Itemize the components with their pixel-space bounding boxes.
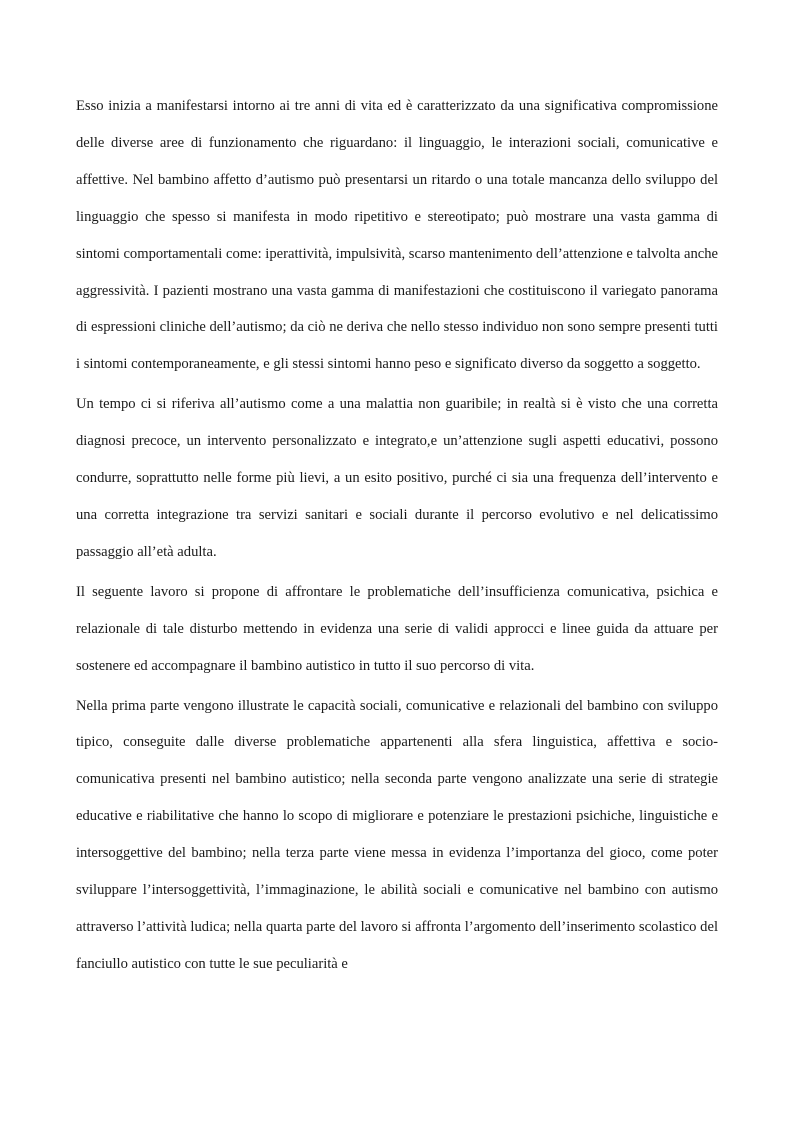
paragraph-1: Esso inizia a manifestarsi intorno ai tre anni di vita ed è caratterizzato da una significativa compromissione delle diverse aree di funzionamento che riguardano: il linguaggio, le interazioni sociali, comunicative e affettive. Nel bambino affetto d’autismo può presentarsi un ritardo o una totale mancanza dello sviluppo del linguaggio che spesso si manifesta in modo ripetitivo e stereotipato; può mostrare una vasta gamma di sintomi comportamentali come: iperattività, impulsività, scarso mantenimento dell’attenzione e talvolta anche aggressività. I pazienti mostrano una vasta gamma di manifestazioni che costituiscono il variegato panorama di espressioni cliniche dell’autismo; da ciò ne deriva che nello stesso individuo non sono sempre presenti tutti i sintomi contemporaneamente, e gli stessi sintomi hanno peso e significato diverso da soggetto a soggetto. xyxy=(76,98,718,373)
paragraph-2: Un tempo ci si riferiva all’autismo come a una malattia non guaribile; in realtà si è visto che una corretta diagnosi precoce, un intervento personalizzato e integrato,e un’attenzione sugli aspetti educativi, possono condurre, soprattutto nelle forme più lievi, a un esito positivo, purché ci sia una frequenza dell’intervento e una corretta integrazione tra servizi sanitari e sociali durante il percorso evolutivo e nel delicatissimo passaggio all’età adulta. xyxy=(76,396,718,560)
document-body xyxy=(76,88,718,983)
paragraph-4: Nella prima parte vengono illustrate le capacità sociali, comunicative e relazionali del bambino con sviluppo tipico, conseguite dalle diverse problematiche appartenenti alla sfera linguistica, affettiva e socio-comunicativa presenti nel bambino autistico; nella seconda parte vengono analizzate una serie di strategie educative e riabilitative che hanno lo scopo di migliorare e potenziare le prestazioni psichiche, linguistiche e intersoggettive del bambino; nella terza parte viene messa in evidenza l’importanza del gioco, come poter sviluppare l’intersoggettività, l’immaginazione, le abilità sociali e comunicative nel bambino con autismo attraverso l’attività ludica; nella quarta parte del lavoro si affronta l’argomento dell’inserimento scolastico del fanciullo autistico con tutte le sue peculiarità e xyxy=(76,697,718,972)
paragraph-3: Il seguente lavoro si propone di affrontare le problematiche dell’insufficienza comunicativa, psichica e relazionale di tale disturbo mettendo in evidenza una serie di validi approcci e linee guida da attuare per sostenere ed accompagnare il bambino autistico in tutto il suo percorso di vita. xyxy=(76,583,718,674)
